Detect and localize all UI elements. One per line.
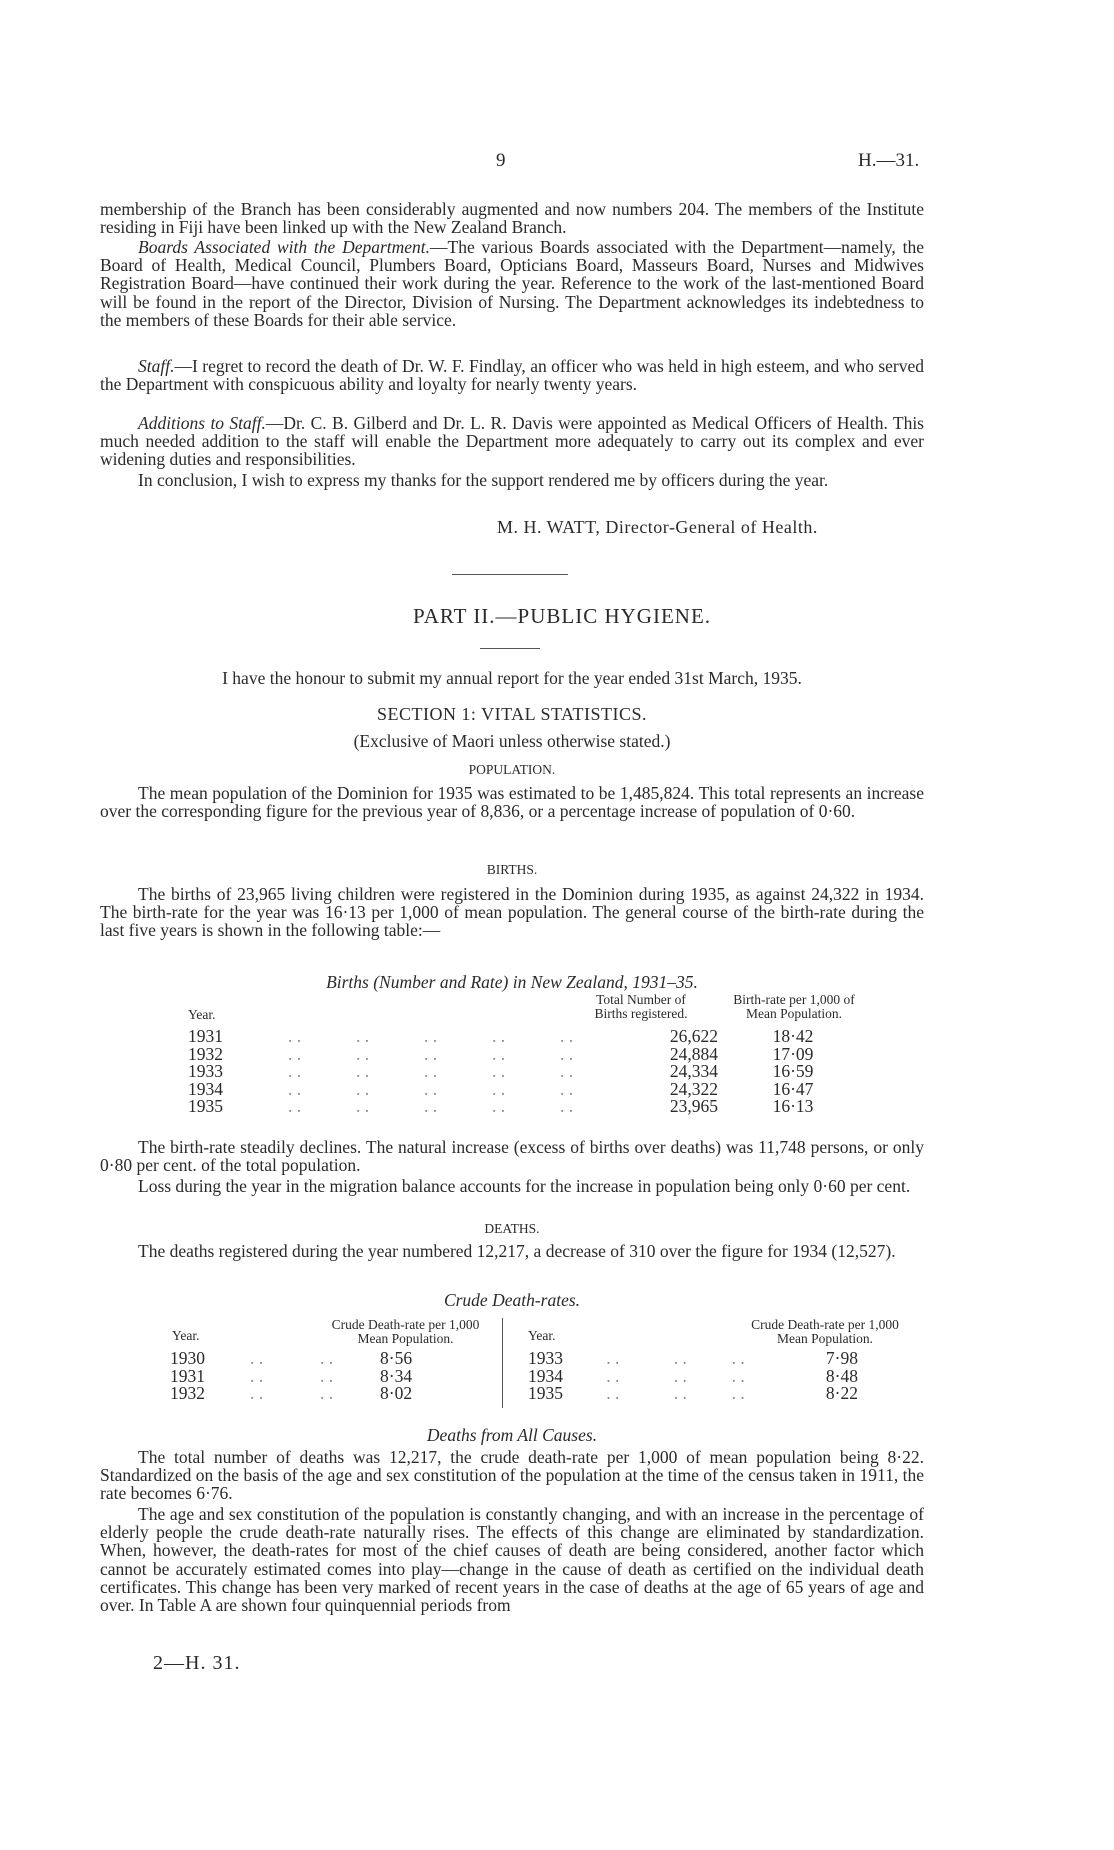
leader-dots: . . [288, 1061, 302, 1082]
crude-year-cell: 1935 [528, 1383, 563, 1404]
births-total-cell: 24,322 [669, 1078, 718, 1099]
crude-year-cell: 1933 [528, 1348, 563, 1368]
leader-dots: . . [673, 1365, 687, 1386]
leader-dots: . . [356, 1026, 370, 1046]
crude-rate-cell: 7·98 [825, 1348, 858, 1368]
crude-right-row [528, 1368, 858, 1386]
crude-left-col-year: Year. [172, 1328, 200, 1343]
crude-right-table [528, 1350, 858, 1403]
births-total-cell: 24,884 [669, 1043, 718, 1064]
leader-dots: . . [320, 1365, 334, 1386]
crude-left-row [170, 1350, 490, 1368]
crude-right-col-rate-label: Crude Death-rate per 1,000 Mean Population. [751, 1317, 899, 1346]
leader-dots: . . [731, 1365, 745, 1386]
crude-right-col-year: Year. [528, 1328, 556, 1343]
population-paragraph: The mean population of the Dominion for 1935 was estimated to be 1,485,824. This total represents an increase over the corresponding figure for the previous year of 8,836, or a percentage increase of population of 0·60. [100, 783, 924, 822]
leader-dots: . . [560, 1078, 574, 1099]
leader-dots: . . [731, 1348, 745, 1368]
boards-text: —The various Boards associated with the Department—namely, the Board of Health, Medical Council, Plumbers Board, Opticians Board, Masseurs Board, Nurses and Midwives Registration Board—have continued their work during the year. Reference to the work of the last-mentioned Board will be found in the report of the Director, Division of Nursing. The Department acknowledges its indebtedness to the members of these Boards for their able service. [100, 237, 924, 330]
crude-table-caption: Crude Death-rates. [443, 1290, 581, 1310]
births-year-cell: 1932 [188, 1043, 223, 1064]
leader-dots: . . [424, 1096, 438, 1117]
crude-year-cell: 1931 [170, 1365, 205, 1386]
additions-lead: Additions to Staff. [138, 413, 266, 433]
page-number: 9 [496, 150, 506, 171]
leader-dots: . . [288, 1096, 302, 1117]
leader-dots: . . [288, 1043, 302, 1064]
leader-dots: . . [492, 1061, 506, 1082]
crude-left-row [170, 1385, 490, 1403]
boards-paragraph [100, 238, 924, 329]
crude-year-cell: 1930 [170, 1348, 205, 1368]
crude-rate-cell: 8·56 [380, 1348, 413, 1368]
births-heading: BIRTHS. [486, 862, 538, 877]
births-year-cell: 1935 [188, 1096, 223, 1117]
additions-text: —Dr. C. B. Gilberd and Dr. L. R. Davis were appointed as Medical Officers of Health. This much needed addition to the staff will enable the Department more adequately to carry out its complex and ever widening duties and responsibilities. [100, 413, 924, 470]
leader-dots: . . [320, 1348, 334, 1368]
leader-dots: . . [560, 1043, 574, 1064]
births-col-year: Year. [188, 1007, 216, 1022]
births-year-cell: 1933 [188, 1061, 223, 1082]
crude-right-col-rate [740, 1318, 910, 1346]
crude-right-row [528, 1350, 858, 1368]
staff-lead: Staff. [138, 356, 175, 376]
additions-paragraph [100, 414, 924, 469]
crude-rate-cell: 8·22 [825, 1383, 858, 1404]
birth-decline-paragraph: The birth-rate steadily declines. The natural increase (excess of births over deaths) was 11,748 persons, or only 0·80 per cent. of the total population. [100, 1137, 924, 1176]
section-divider [452, 574, 568, 575]
part-two-title: PART II.—PUBLIC HYGIENE. [412, 604, 712, 628]
leader-dots: . . [320, 1383, 334, 1404]
crude-table-divider [502, 1318, 503, 1408]
leader-dots: . . [250, 1348, 264, 1368]
leader-dots: . . [560, 1061, 574, 1082]
crude-left-col-rate-label: Crude Death-rate per 1,000 Mean Population. [331, 1317, 480, 1346]
leader-dots: . . [492, 1043, 506, 1064]
deaths-paragraph: The deaths registered during the year numbered 12,217, a decrease of 310 over the figure for 1934 (12,527). [138, 1241, 896, 1261]
leader-dots: . . [673, 1348, 687, 1368]
births-total-cell: 23,965 [669, 1096, 718, 1117]
all-causes-paragraph-2: The age and sex constitution of the population is constantly changing, and with an increase in the percentage of elderly people the crude death-rate naturally rises. The effects of this change are eliminated by standardization. When, however, the death-rates for most of the chief causes of death are being considered, another factor which cannot be accurately estimated comes into play—change in the cause of death as certified on the individual death certificates. This change has been very marked of recent years in the case of deaths at the age of 65 years of age and over. In Table A are shown four quinquennial periods from [100, 1504, 924, 1616]
births-table-caption: Births (Number and Rate) in New Zealand, 1931–35. [326, 972, 698, 992]
leader-dots: . . [492, 1096, 506, 1117]
births-rate-cell: 17·09 [772, 1043, 814, 1064]
leader-dots: . . [673, 1383, 687, 1404]
births-table-row [188, 1028, 868, 1046]
leader-dots: . . [424, 1078, 438, 1099]
title-underline [480, 648, 540, 649]
deaths-heading: DEATHS. [484, 1221, 540, 1236]
leader-dots: . . [288, 1026, 302, 1046]
crude-rate-cell: 8·34 [380, 1365, 413, 1386]
crude-left-table [170, 1350, 490, 1403]
leader-dots: . . [356, 1043, 370, 1064]
births-total-cell: 26,622 [669, 1026, 718, 1046]
births-table [188, 1028, 868, 1116]
document-reference: H.—31. [858, 150, 920, 171]
births-col-total-label: Total Number of Births registered. [594, 992, 688, 1021]
leader-dots: . . [606, 1348, 620, 1368]
boards-lead: Boards Associated with the Department. [138, 237, 431, 257]
all-causes-heading: Deaths from All Causes. [426, 1425, 598, 1445]
signature-line: M. H. WATT, Director-General of Health. [497, 517, 818, 537]
leader-dots: . . [356, 1078, 370, 1099]
leader-dots: . . [560, 1096, 574, 1117]
migration-paragraph: Loss during the year in the migration balance accounts for the increase in population being only 0·60 per cent. [138, 1176, 911, 1196]
births-paragraph: The births of 23,965 living children were registered in the Dominion during 1935, as against 24,322 in 1934. The birth-rate for the year was 16·13 per 1,000 of mean population. The general course of the birth-rate during the last five years is shown in the following table:— [100, 884, 924, 941]
membership-paragraph: membership of the Branch has been considerably augmented and now numbers 204. The members of the Institute residing in Fiji have been linked up with the New Zealand Branch. [100, 199, 924, 238]
births-rate-cell: 18·42 [772, 1026, 814, 1046]
leader-dots: . . [356, 1096, 370, 1117]
births-col-total [582, 993, 700, 1021]
leader-dots: . . [250, 1383, 264, 1404]
crude-year-cell: 1934 [528, 1365, 563, 1386]
section-title: SECTION 1: VITAL STATISTICS. [376, 704, 648, 724]
leader-dots: . . [424, 1043, 438, 1064]
crude-right-row [528, 1385, 858, 1403]
leader-dots: . . [560, 1026, 574, 1046]
leader-dots: . . [492, 1078, 506, 1099]
crude-rate-cell: 8·48 [825, 1365, 858, 1386]
conclusion-paragraph: In conclusion, I wish to express my thanks for the support rendered me by officers during the year. [138, 470, 829, 490]
births-table-row [188, 1098, 868, 1116]
births-rate-cell: 16·59 [772, 1061, 814, 1082]
births-year-cell: 1934 [188, 1078, 223, 1099]
leader-dots: . . [424, 1061, 438, 1082]
births-col-rate [720, 993, 868, 1021]
births-total-cell: 24,334 [669, 1061, 718, 1082]
all-causes-paragraph-1: The total number of deaths was 12,217, the crude death-rate per 1,000 of mean population being 8·22. Standardized on the basis of the age and sex constitution of the population at the time of the census taken in 1911, the rate becomes 6·76. [100, 1447, 924, 1504]
crude-year-cell: 1932 [170, 1383, 205, 1404]
births-rate-cell: 16·13 [772, 1096, 814, 1117]
staff-paragraph [100, 357, 924, 393]
crude-left-col-rate [323, 1318, 488, 1346]
footer-signature-mark: 2—H. 31. [153, 1652, 241, 1674]
leader-dots: . . [606, 1365, 620, 1386]
births-rate-cell: 16·47 [772, 1078, 814, 1099]
leader-dots: . . [288, 1078, 302, 1099]
leader-dots: . . [731, 1383, 745, 1404]
births-year-cell: 1931 [188, 1026, 223, 1046]
births-col-rate-label: Birth-rate per 1,000 of Mean Population. [733, 992, 855, 1021]
honour-line: I have the honour to submit my annual report for the year ended 31st March, 1935. [222, 668, 802, 688]
population-heading: POPULATION. [468, 762, 556, 777]
crude-rate-cell: 8·02 [380, 1383, 413, 1404]
leader-dots: . . [250, 1365, 264, 1386]
leader-dots: . . [606, 1383, 620, 1404]
staff-text: —I regret to record the death of Dr. W. F. Findlay, an officer who was held in high esteem, and who served the Department with conspicuous ability and loyalty for nearly twenty years. [100, 356, 924, 395]
leader-dots: . . [356, 1061, 370, 1082]
leader-dots: . . [492, 1026, 506, 1046]
section-subtitle: (Exclusive of Maori unless otherwise stated.) [353, 731, 671, 751]
leader-dots: . . [424, 1026, 438, 1046]
